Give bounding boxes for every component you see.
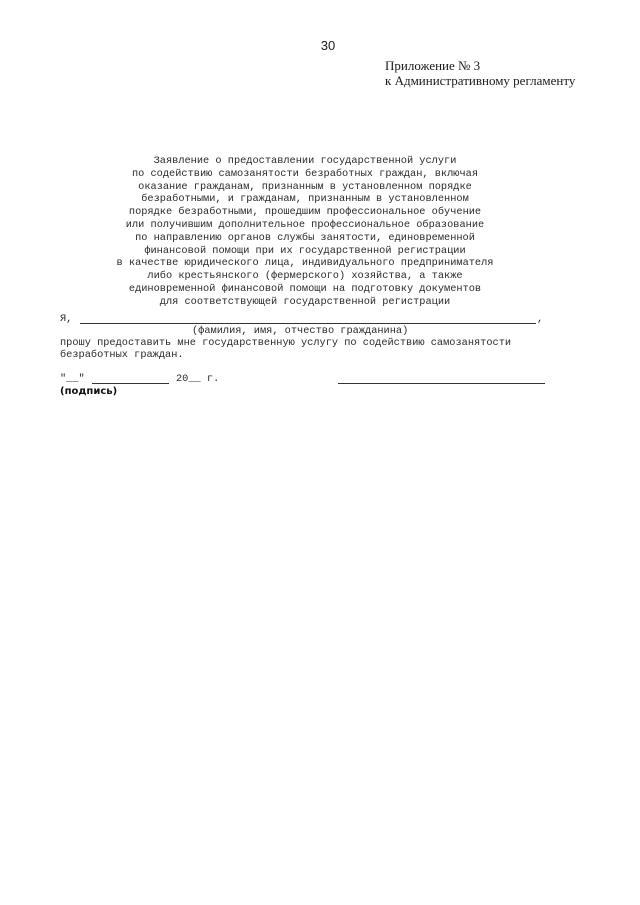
title-line: для соответствующей государственной регистрации bbox=[159, 295, 451, 308]
title-line: финансовой помощи при их государственной регистрации bbox=[144, 244, 466, 257]
application-title bbox=[60, 155, 550, 309]
applicant-name-hint: (фамилия, имя, отчество гражданина) bbox=[192, 325, 409, 337]
date-day-field[interactable]: "__" bbox=[60, 373, 85, 385]
applicant-comma: , bbox=[537, 313, 544, 325]
title-line: единовременной финансовой помощи на подготовку документов bbox=[128, 282, 482, 295]
request-text-line2: безработных граждан. bbox=[60, 349, 184, 361]
signature-field[interactable] bbox=[338, 383, 545, 384]
appendix-header bbox=[385, 58, 635, 88]
title-line: по направлению органов службы занятости, единовременной bbox=[135, 231, 475, 244]
appendix-number: Приложение № 3 bbox=[385, 58, 481, 73]
applicant-name-field[interactable] bbox=[80, 323, 536, 324]
page-number: 30 bbox=[320, 38, 336, 53]
title-line: порядке безработными, прошедшим профессиональное обучение bbox=[128, 206, 482, 219]
title-line: или получившим дополнительное профессиональное образование bbox=[125, 218, 485, 231]
title-line: оказание гражданам, признанным в установленном порядке bbox=[138, 180, 472, 193]
title-line: либо крестьянского (фермерского) хозяйства, а также bbox=[147, 270, 463, 283]
request-text-line1: прошу предоставить мне государственную услугу по содействию самозанятости bbox=[60, 337, 512, 349]
signature-label: (подпись) bbox=[60, 386, 118, 397]
applicant-i-label: Я, bbox=[60, 313, 73, 325]
appendix-regulation: к Административному регламенту bbox=[385, 73, 576, 88]
date-year-field[interactable]: 20__ г. bbox=[176, 373, 220, 385]
title-line: Заявление о предоставлении государственной услуги bbox=[153, 155, 457, 167]
title-line: в качестве юридического лица, индивидуального предпринимателя bbox=[116, 257, 494, 270]
date-month-field[interactable] bbox=[92, 383, 169, 384]
title-line: безработными, и гражданам, признанным в установленном bbox=[141, 193, 469, 206]
title-line: по содействию самозанятости безработных граждан, включая bbox=[131, 167, 479, 180]
